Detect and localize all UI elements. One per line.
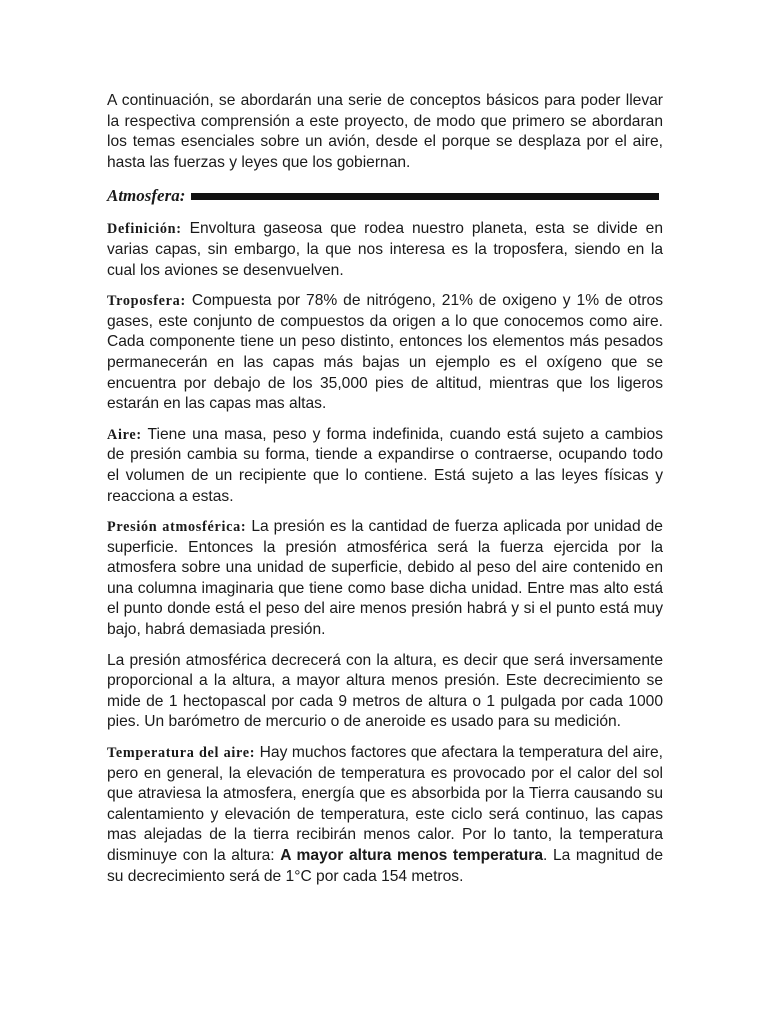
troposfera-paragraph [107, 291, 663, 415]
aire-paragraph [107, 425, 663, 507]
presion-text: La presión es la cantidad de fuerza aplicada por unidad de superficie. Entonces la presión atmosférica será la fuerza ejercida por la atmosfera sobre una unidad de superficie, debido al peso del aire contenido en una columna imaginaria que tiene como base dicha unidad. Entre mas alto está el punto donde está el peso del aire menos presión habrá y si el punto está muy bajo, habrá demasiada presión. [107, 518, 663, 639]
aire-term: Aire: [107, 426, 142, 443]
section-heading [107, 185, 663, 207]
intro-paragraph: A continuación, se abordarán una serie de conceptos básicos para poder llevar la respectiva comprensión a este proyecto, de modo que primero se abordaran los temas esenciales sobre un avión, desde el porque se desplaza por el aire, hasta las fuerzas y leyes que los gobiernan. [107, 92, 663, 171]
troposfera-text: Compuesta por 78% de nitrógeno, 21% de oxigeno y 1% de otros gases, este conjunto de compuestos da origen a lo que conocemos como aire. Cada componente tiene un peso distinto, entonces los elementos más pesados permanecerán en las capas más bajas un ejemplo es el oxígeno que se encuentra por debajo de los 35,000 pies de altitud, mientras que los ligeros estarán en las capas mas altas. [107, 292, 663, 413]
section-rule-divider [191, 193, 659, 200]
temperatura-paragraph [107, 743, 663, 887]
temperatura-term: Temperatura del aire: [107, 745, 256, 762]
presion-term: Presión atmosférica: [107, 519, 247, 536]
definicion-paragraph [107, 219, 663, 281]
temperatura-text: Hay muchos factores que afectara la temperatura del aire, pero en general, la elevación de temperatura es provocado por el calor del sol que atraviesa la atmosfera, energía que es absorbida por la Tierra causando su calentamiento y elevación de temperatura, este ciclo será continuo, las capas mas alejadas de la tierra recibirán menos calor. Por lo tanto, la temperatura disminuye con la altura: [107, 744, 663, 864]
document-body [107, 91, 663, 897]
presion-extra-paragraph: La presión atmosférica decrecerá con la altura, es decir que será inversamente proporcional a la altura, a mayor altura menos presión. Este decrecimiento se mide de 1 hectopascal por cada 9 metros de altura o 1 pulgada por cada 1000 pies. Un barómetro de mercurio o de aneroide es usado para su medición. [107, 651, 663, 731]
definicion-text: Envoltura gaseosa que rodea nuestro planeta, esta se divide en varias capas, sin embargo, la que nos interesa es la troposfera, siendo en la cual los aviones se desenvuelven. [107, 220, 663, 279]
section-title: Atmosfera: [107, 186, 186, 206]
definicion-term: Definición: [107, 221, 182, 238]
presion-paragraph [107, 517, 663, 641]
temperatura-after: . La magnitud de su decrecimiento será de 1°C por cada 154 metros. [107, 847, 664, 885]
aire-text: Tiene una masa, peso y forma indefinida, cuando está sujeto a cambios de presión cambia su forma, tiende a expandirse o contraerse, ocupando todo el volumen de un recipiente que lo contiene. Está sujeto a las leyes físicas y reacciona a estas. [107, 425, 663, 505]
troposfera-term: Troposfera: [107, 293, 186, 310]
temperatura-emphasis: A mayor altura menos temperatura [280, 847, 544, 864]
